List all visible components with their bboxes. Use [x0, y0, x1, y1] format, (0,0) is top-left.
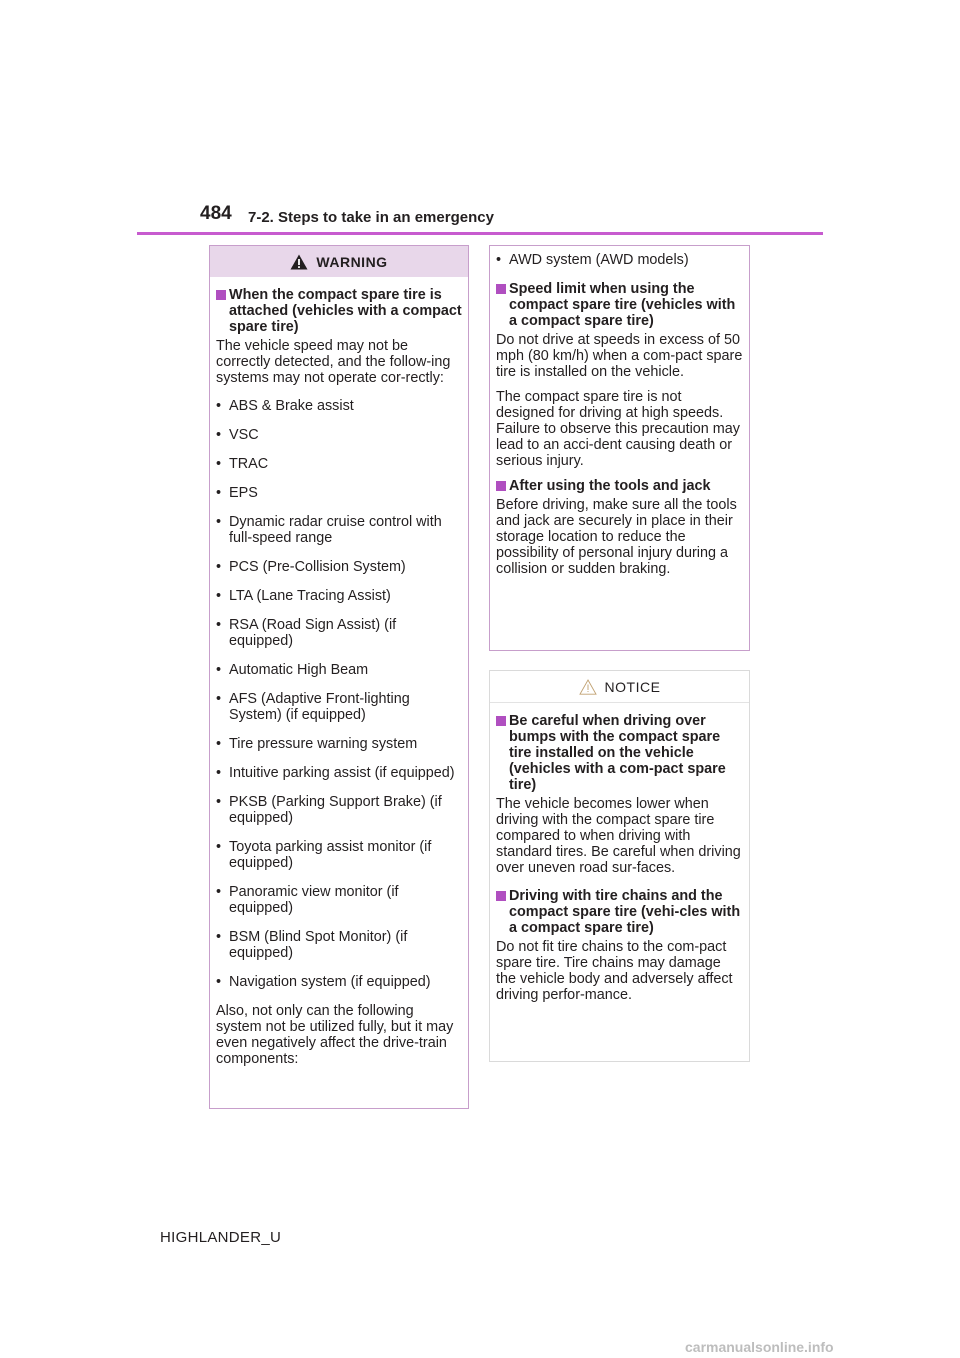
section-title: 7-2. Steps to take in an emergency	[248, 209, 494, 226]
tire-chains-paragraph: Do not fit tire chains to the com-pact spare tire. Tire chains may damage the vehicle body and adversely affect driving perfor-mance.	[496, 939, 733, 1003]
heading-square-icon	[496, 481, 506, 491]
list-item: • Dynamic radar cruise control with full-speed range	[216, 514, 442, 546]
caution-triangle-icon	[579, 679, 597, 695]
list-item: • AWD system (AWD models)	[496, 252, 689, 268]
list-item: • ABS & Brake assist	[216, 398, 354, 414]
warning-continued-body	[490, 246, 749, 577]
warning-bullet-list	[216, 398, 462, 990]
list-item: • LTA (Lane Tracing Assist)	[216, 588, 391, 604]
warning-triangle-icon	[290, 254, 308, 270]
tools-jack-paragraph: Before driving, make sure all the tools and jack are securely in place in their storage location to reduce the possibility of personal injury during a collision or sudden braking.	[496, 497, 737, 577]
heading-square-icon	[496, 891, 506, 901]
warning-label: WARNING	[316, 253, 388, 270]
warning-box	[209, 245, 469, 1109]
list-item: • BSM (Blind Spot Monitor) (if equipped)	[216, 929, 408, 961]
warning-heading	[216, 287, 462, 335]
bumps-paragraph: The vehicle becomes lower when driving with the compact spare tire compared to when driving with standard tires. Be careful when driving over uneven road sur-faces.	[496, 796, 741, 876]
notice-header	[490, 671, 749, 703]
notice-body	[490, 703, 749, 1003]
notice-label: NOTICE	[604, 678, 661, 695]
page-number: 484	[200, 203, 232, 224]
list-item: • Toyota parking assist monitor (if equipped)	[216, 839, 432, 871]
list-item: • Tire pressure warning system	[216, 736, 418, 752]
bumps-heading: Be careful when driving over bumps with the compact spare tire installed on the vehicle (vehicles with a com-pact spare tire)	[496, 713, 743, 793]
list-item: • PKSB (Parking Support Brake) (if equipped)	[216, 794, 442, 826]
list-item: • Automatic High Beam	[216, 662, 369, 678]
warning-outro: Also, not only can the following system not be utilized fully, but it may even negatively affect the drive-train components:	[216, 1003, 454, 1067]
speed-limit-heading: Speed limit when using the compact spare tire (vehicles with a compact spare tire)	[496, 281, 743, 329]
header-rule	[137, 232, 823, 235]
list-item: • TRAC	[216, 456, 269, 472]
list-item: • Intuitive parking assist (if equipped)	[216, 765, 455, 781]
list-item: • Navigation system (if equipped)	[216, 974, 431, 990]
heading-square-icon	[496, 284, 506, 294]
speed-limit-paragraph: The compact spare tire is not designed for driving at high speeds. Failure to observe this precaution may lead to an acci-dent causing death or serious injury.	[496, 389, 740, 469]
list-item: • EPS	[216, 485, 258, 501]
model-code: HIGHLANDER_U	[160, 1229, 282, 1246]
tools-jack-heading: After using the tools and jack	[496, 478, 743, 494]
heading-square-icon	[216, 290, 226, 300]
list-item: • RSA (Road Sign Assist) (if equipped)	[216, 617, 397, 649]
tire-chains-heading: Driving with tire chains and the compact spare tire (vehi-cles with a compact spare tire)	[496, 888, 743, 936]
notice-box	[489, 670, 750, 1062]
speed-limit-paragraph: Do not drive at speeds in excess of 50 mph (80 km/h) when a com-pact spare tire is installed on the vehicle.	[496, 332, 743, 380]
heading-square-icon	[496, 716, 506, 726]
warning-continued-box	[489, 245, 750, 651]
warning-intro: The vehicle speed may not be correctly detected, and the follow-ing systems may not operate cor-rectly:	[216, 338, 451, 386]
warning-body	[210, 277, 468, 1067]
watermark: carmanualsonline.info	[685, 1339, 834, 1355]
list-item: • VSC	[216, 427, 259, 443]
warning-header	[210, 246, 468, 277]
list-item: • PCS (Pre-Collision System)	[216, 559, 406, 575]
warning-heading-text: When the compact spare tire is attached (vehicles with a compact spare tire)	[229, 287, 462, 335]
list-item: • Panoramic view monitor (if equipped)	[216, 884, 399, 916]
list-item: • AFS (Adaptive Front-lighting System) (if equipped)	[216, 691, 410, 723]
